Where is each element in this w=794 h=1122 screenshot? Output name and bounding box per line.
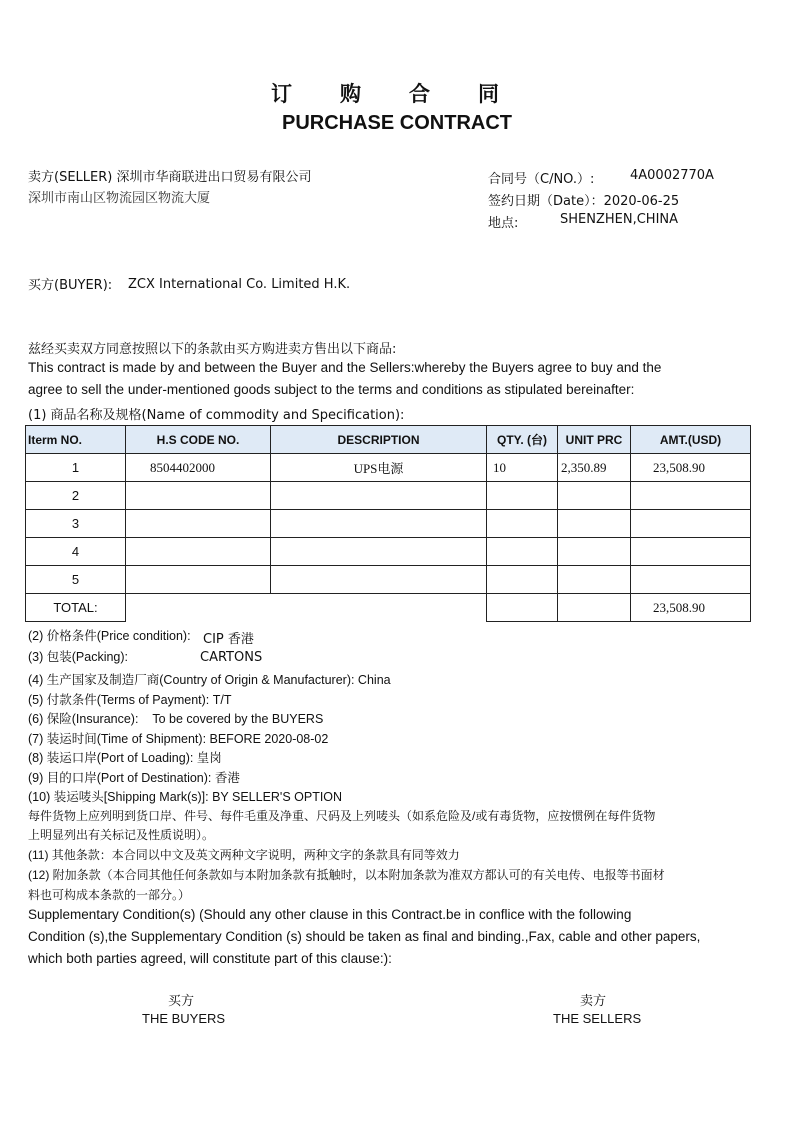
cell-desc: [271, 566, 487, 594]
cell-qty: [487, 566, 558, 594]
item-1-heading: (1) 商品名称及规格(Name of commodity and Specification):: [28, 408, 405, 423]
header-qty: QTY. (台): [487, 426, 558, 454]
seller-label: 卖方(SELLER): [28, 170, 113, 185]
term-6-value: To be covered by the BUYERS: [152, 712, 324, 726]
contract-no-label: 合同号（C/NO.）:: [488, 172, 595, 187]
cell-hs: [126, 566, 271, 594]
intro-en-1: This contract is made by and between the Buyer and the Sellers:whereby the Buyers agree to buy and the: [28, 360, 662, 375]
total-label: TOTAL:: [26, 594, 126, 622]
cell-unit: 2,350.89: [558, 454, 631, 482]
cell-no: 2: [26, 482, 126, 510]
term-12-line-1: (12) 附加条款（本合同其他任何条款如与本附加条款有抵触时，以本附加条款为准双方都认可的有关电传、电报等书面材: [28, 868, 665, 882]
table-row: [26, 538, 751, 566]
header-hs-code: H.S CODE NO.: [126, 426, 271, 454]
term-5: (5) 付款条件(Terms of Payment): T/T: [28, 693, 232, 707]
cell-qty: 10: [487, 454, 558, 482]
term-10-note-2: 上明显列出有关标记及性质说明）。: [28, 828, 215, 842]
seller-address: 深圳市南山区物流园区物流大厦: [28, 191, 211, 206]
table-row: [26, 454, 751, 482]
intro-en-2: agree to sell the under-mentioned goods subject to the terms and conditions as stipulated bereinafter:: [28, 382, 635, 397]
contract-no-value: 4A0002770A: [630, 168, 714, 183]
cell-desc: [271, 510, 487, 538]
cell-qty: [487, 482, 558, 510]
buyers-signature-cn: 买方: [168, 994, 195, 1009]
cell-amt: 23,508.90: [631, 454, 751, 482]
cell-desc: [271, 538, 487, 566]
term-6: [28, 709, 323, 727]
term-4: (4) 生产国家及制造厂商(Country of Origin & Manufacturer): China: [28, 673, 391, 687]
cell-hs: [126, 538, 271, 566]
cell-no: 4: [26, 538, 126, 566]
contract-place-value: SHENZHEN,CHINA: [560, 212, 679, 227]
supplementary-line-1: Supplementary Condition(s) (Should any other clause in this Contract.be in conflice with the following: [28, 907, 632, 922]
contract-place-label: 地点:: [488, 216, 519, 231]
table-total-row: [26, 594, 751, 622]
term-2-label: (2) 价格条件(Price condition):: [28, 629, 191, 643]
cell-amt: [631, 538, 751, 566]
total-qty: [487, 594, 558, 622]
term-9: (9) 目的口岸(Port of Destination): 香港: [28, 771, 240, 785]
cell-amt: [631, 482, 751, 510]
total-unit: [558, 594, 631, 622]
total-spacer: [126, 594, 271, 622]
cell-hs: [126, 482, 271, 510]
buyer-name: ZCX International Co. Limited H.K.: [128, 277, 351, 292]
contract-date-value: 2020-06-25: [603, 194, 680, 209]
term-3-value: CARTONS: [200, 650, 263, 665]
buyers-signature-en: THE BUYERS: [142, 1011, 226, 1026]
cell-unit: [558, 566, 631, 594]
term-3-label: (3) 包装(Packing):: [28, 650, 129, 664]
header-amount: AMT.(USD): [631, 426, 751, 454]
cell-qty: [487, 538, 558, 566]
table-row: [26, 482, 751, 510]
table-row: [26, 566, 751, 594]
cell-no: 3: [26, 510, 126, 538]
table-header-row: [26, 426, 751, 454]
total-spacer: [271, 594, 487, 622]
contract-date-label: 签约日期（Date）：: [488, 194, 604, 209]
header-unit-price: UNIT PRC: [558, 426, 631, 454]
cell-unit: [558, 538, 631, 566]
contract-title-en: PURCHASE CONTRACT: [282, 112, 512, 134]
cell-desc: [271, 482, 487, 510]
term-7: (7) 装运时间(Time of Shipment): BEFORE 2020-08-02: [28, 732, 329, 746]
supplementary-line-3: which both parties agreed, will constitute part of this clause:):: [28, 951, 392, 966]
term-8: (8) 装运口岸(Port of Loading): 皇岗: [28, 751, 222, 765]
contract-title-cn: 订购合同: [271, 82, 547, 106]
cell-hs: 8504402000: [126, 454, 271, 482]
term-10: (10) 装运唛头[Shipping Mark(s)]: BY SELLER'S OPTION: [28, 790, 343, 804]
intro-cn: 兹经买卖双方同意按照以下的条款由买方购进卖方售出以下商品:: [28, 342, 397, 357]
goods-table: [25, 425, 751, 622]
term-2-value: CIP 香港: [203, 632, 254, 647]
seller-line: [28, 166, 312, 185]
term-12-line-2: 料也可构成本条款的一部分。）: [28, 888, 191, 902]
seller-name: 深圳市华商联进出口贸易有限公司: [116, 170, 312, 185]
cell-no: 1: [26, 454, 126, 482]
header-description: DESCRIPTION: [271, 426, 487, 454]
sellers-signature-cn: 卖方: [580, 994, 607, 1009]
cell-amt: [631, 566, 751, 594]
cell-desc: UPS电源: [271, 454, 487, 482]
term-10-note-1: 每件货物上应列明到货口岸、件号、每件毛重及净重、尺码及上列唛头（如系危险及/或有毒货物，应按惯例在每件货物: [28, 809, 656, 823]
supplementary-line-2: Condition (s),the Supplementary Condition (s) should be taken as final and binding.,Fax, cable and other papers,: [28, 929, 701, 944]
buyer-label: 买方(BUYER):: [28, 278, 113, 293]
contract-date: [488, 190, 679, 209]
cell-unit: [558, 482, 631, 510]
cell-qty: [487, 510, 558, 538]
term-6-label: (6) 保险(Insurance):: [28, 712, 139, 726]
cell-no: 5: [26, 566, 126, 594]
term-11: (11) 其他条款：本合同以中文及英文两种文字说明，两种文字的条款具有同等效力: [28, 848, 460, 862]
cell-amt: [631, 510, 751, 538]
cell-unit: [558, 510, 631, 538]
cell-hs: [126, 510, 271, 538]
total-value: 23,508.90: [631, 594, 751, 622]
header-item-no: Iterm NO.: [26, 426, 126, 454]
sellers-signature-en: THE SELLERS: [553, 1011, 642, 1026]
table-row: [26, 510, 751, 538]
